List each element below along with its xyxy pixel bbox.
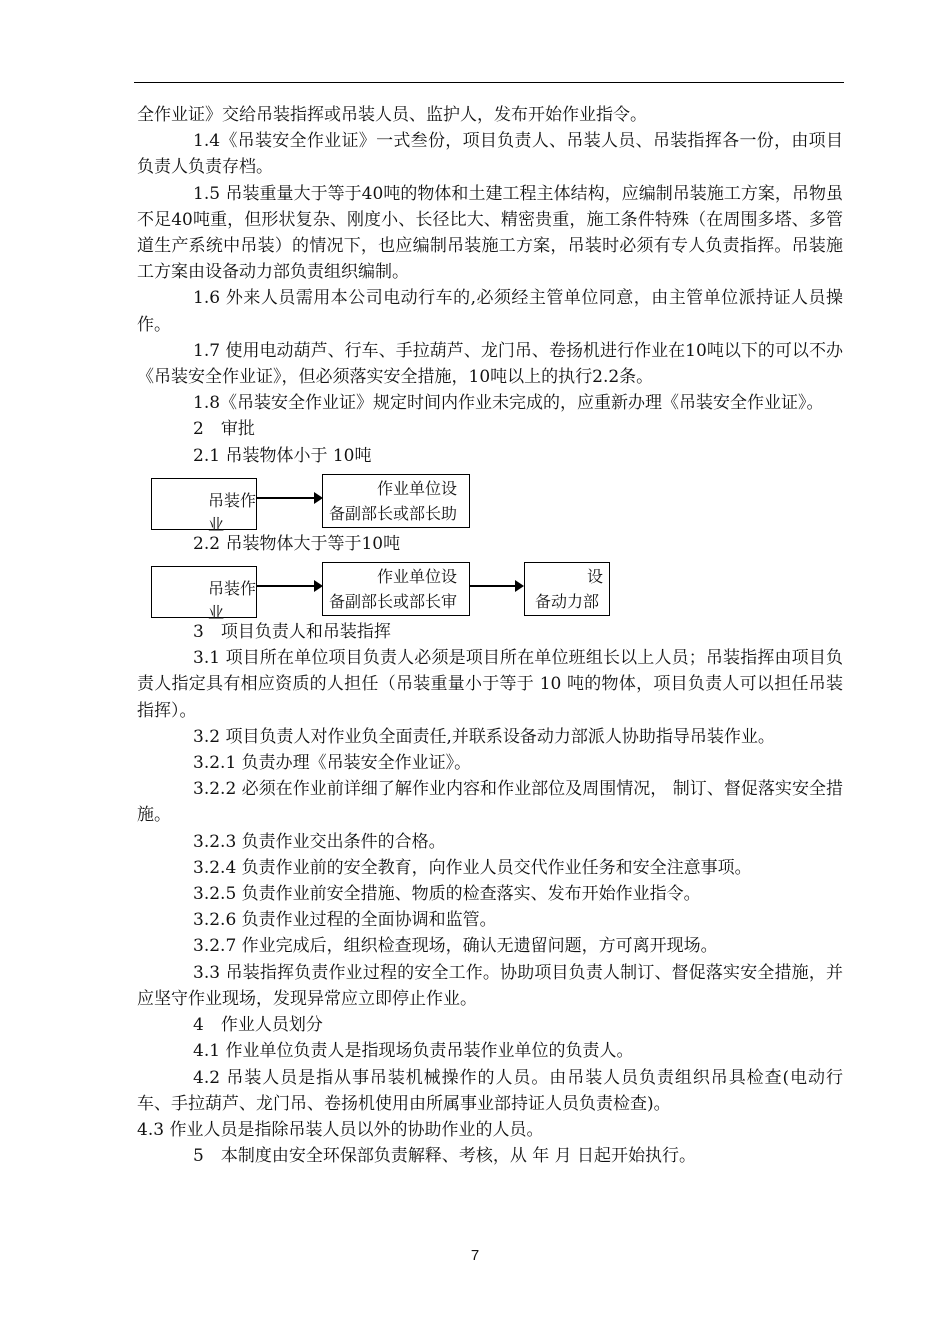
paragraph-p2: 1.5 吊装重量大于等于40吨的物体和土建工程主体结构，应编制吊装施工方案，吊物虽不足40吨重，但形状复杂、刚度小、长径比大、精密贵重，施工条件特殊（在周围多塔、多管道生产系统中吊装）的情况下，也应编制吊装施工方案，吊装时必须有专人负责指挥。吊装施工方案由设备动力部负责组织编制。 — [137, 183, 843, 283]
paragraph-q5: 3.2.3 负责作业交出条件的合格。 — [193, 831, 446, 852]
flow1-box2-line1: 作业单位设 — [377, 478, 458, 498]
paragraph-group-top — [137, 102, 843, 469]
flowchart-over-10t — [137, 557, 843, 623]
paragraph-p0: 全作业证》交给吊装指挥或吊装人员、监护人，发布开始作业指令。 — [137, 105, 647, 125]
paragraph-q4: 3.2.2 必须在作业前详细了解作业内容和作业部位及周围情况， 制订、督促落实安全措施。 — [137, 779, 843, 826]
flow2-box1-label: 吊装作业 — [208, 579, 257, 623]
page-number: 7 — [470, 1247, 480, 1264]
paragraph-p4: 1.7 使用电动葫芦、行车、手拉葫芦、龙门吊、卷扬机进行作业在10吨以下的可以不办《吊装安全作业证》，但必须落实安全措施，10吨以上的执行2.2条。 — [137, 340, 843, 388]
paragraph-q15: 5 本制度由安全环保部负责解释、考核，从 年 月 日起开始执行。 — [193, 1146, 697, 1167]
paragraph-p6: 2 审批 — [193, 419, 255, 440]
flow1-arrow — [257, 497, 321, 499]
flow2-box-lifting-work — [151, 566, 257, 623]
flow2-box2-line2: 备副部长或部长审 — [329, 592, 458, 612]
paragraph-q3: 3.2.1 负责办理《吊装安全作业证》。 — [193, 753, 472, 774]
paragraph-q8: 3.2.6 负责作业过程的全面协调和监管。 — [193, 910, 497, 931]
flow1-box1-label: 吊装作业 — [208, 490, 257, 534]
paragraph-q10: 3.3 吊装指挥负责作业过程的安全工作。协助项目负责人制订、督促落实安全措施，并应坚守作业现场，发现异常应立即停止作业。 — [137, 962, 843, 1009]
flow1-box-lifting-work — [151, 478, 257, 534]
paragraph-q11: 4 作业人员划分 — [193, 1015, 323, 1036]
paragraph-q2: 3.2 项目负责人对作业负全面责任,并联系设备动力部派人协助指导吊装作业。 — [193, 726, 775, 747]
flow2-box3-line1: 设 — [587, 567, 604, 587]
paragraph-q14: 4.3 作业人员是指除吊装人员以外的协助作业的人员。 — [137, 1119, 544, 1140]
flow2-box3-line2: 备动力部 — [535, 592, 600, 612]
paragraph-p1: 1.4《吊装安全作业证》一式叁份，项目负责人、吊装人员、吊装指挥各一份，由项目负责人负责存档。 — [137, 131, 843, 178]
paragraph-q7: 3.2.5 负责作业前安全措施、物质的检查落实、发布开始作业指令。 — [193, 884, 701, 905]
paragraph-q9: 3.2.7 作业完成后，组织检查现场，确认无遗留问题，方可离开现场。 — [193, 936, 718, 957]
header-rule — [134, 82, 844, 83]
flow1-box-approver — [322, 474, 470, 528]
paragraph-q13: 4.2 吊装人员是指从事吊装机械操作的人员。由吊装人员负责组织吊具检查(电动行车、手拉葫芦、龙门吊、卷扬机使用由所属事业部持证人员负责检查)。 — [137, 1067, 843, 1114]
paragraph-p7: 2.1 吊装物体小于 10吨 — [193, 445, 372, 466]
heading-2-2: 2.2 吊装物体大于等于10吨 — [193, 533, 401, 554]
paragraph-q1: 3.1 项目所在单位项目负责人必须是项目所在单位班组长以上人员；吊装指挥由项目负责人指定具有相应资质的人担任（吊装重量小于等于 10 吨的物体，项目负责人可以担任吊装指挥）。 — [137, 648, 843, 721]
flow2-box2-line1: 作业单位设 — [377, 567, 458, 587]
flow2-arrow-1 — [257, 585, 321, 587]
flow2-box-approver — [322, 562, 470, 616]
paragraph-q6: 3.2.4 负责作业前的安全教育，向作业人员交代作业任务和安全注意事项。 — [193, 857, 752, 878]
document-body — [137, 102, 843, 1169]
flow1-box2-line2: 备副部长或部长助 — [329, 503, 458, 523]
paragraph-p5: 1.8《吊装安全作业证》规定时间内作业未完成的，应重新办理《吊装安全作业证》。 — [193, 393, 824, 414]
flow2-arrow-2 — [470, 585, 522, 587]
paragraph-p3: 1.6 外来人员需用本公司电动行车的,必须经主管单位同意，由主管单位派持证人员操作。 — [137, 288, 843, 335]
paragraph-group-bottom — [137, 619, 843, 1169]
paragraph-q12: 4.1 作业单位负责人是指现场负责吊装作业单位的负责人。 — [193, 1041, 634, 1062]
paragraph-q0: 3 项目负责人和吊装指挥 — [193, 622, 391, 643]
flow2-box-equipment-dept — [524, 562, 610, 616]
flowchart-under-10t — [137, 469, 843, 534]
